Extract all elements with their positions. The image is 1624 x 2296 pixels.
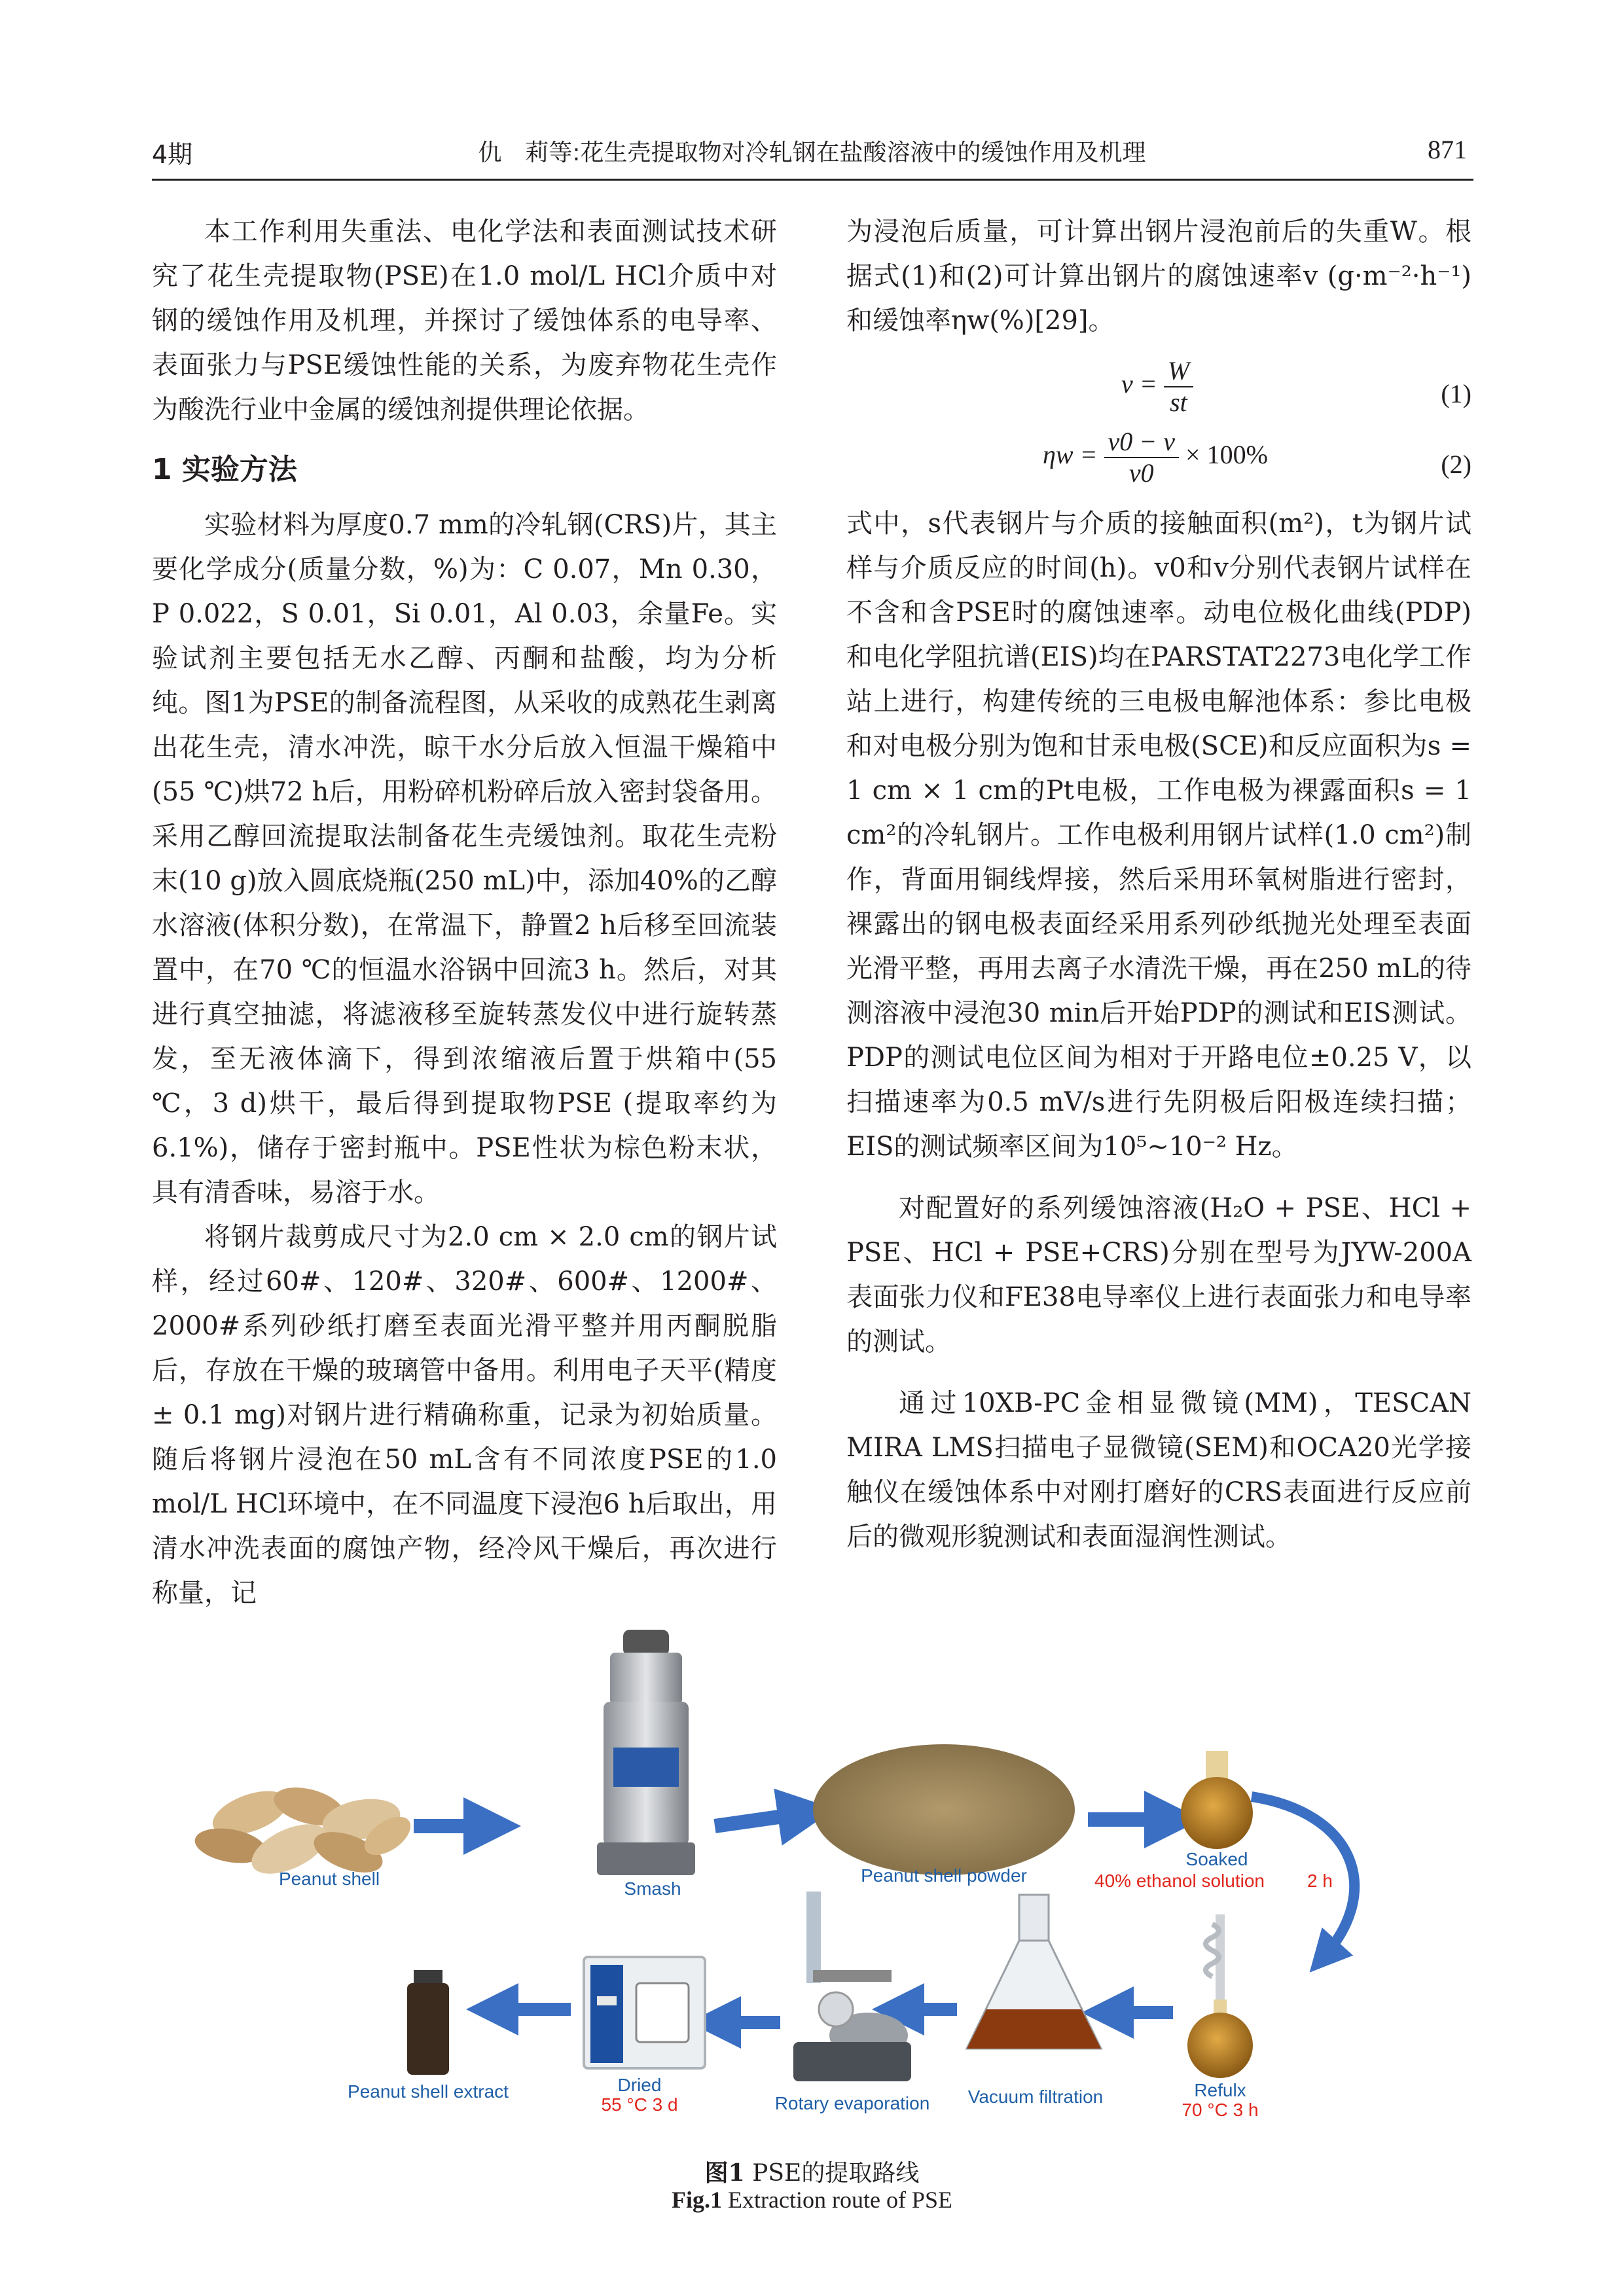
equation-1 [846, 356, 1471, 415]
label-reflux: Refulx [1194, 2080, 1246, 2100]
eq2-number: (2) [1441, 450, 1471, 479]
right-paragraph-1: 式中，s代表钢片与介质的接触面积(m²)，t为钢片试样与介质反应的时间(h)。v0和v分别代表钢片试样在不含和含PSE时的腐蚀速率。动电位极化曲线(PDP)和电化学阻抗谱(EIS)均在PARSTAT2273电化学工作站上进行，构建传统的三电极电解池体系：参比电极和对电极分别为饱和甘汞电极(SCE)和反应面积为s = 1 cm × 1 cm的Pt电极，工作电极为裸露面积s = 1 cm²的冷轧钢片。工作电极利用钢片试样(1.0 cm²)制作，背面用铜线焊接，然后采用环氧树脂进行密封，裸露出的钢电极表面经采用系列砂纸抛光处理至表面光滑平整，再用去离子水清洗干燥，再在250 mL的待测溶液中浸泡30 min后开始PDP的测试和EIS测试。PDP的测试电位区间为相对于开路电位±0.25 V，以扫描速率为0.5 mV/s进行先阴极后阳极连续扫描；EIS的测试频率区间为10⁵~10⁻² Hz。 [846, 509, 1471, 1162]
eq1-number: (1) [1441, 379, 1471, 408]
label-dried-condition: 55 °C 3 d [601, 2094, 678, 2115]
eq2-numerator: v0 − v [1104, 427, 1180, 458]
rotary-evaporator-image [793, 1892, 911, 2081]
eq2-lhs: ηw = [1043, 440, 1104, 470]
label-soaked-time: 2 h [1307, 1871, 1333, 1891]
section-heading: 1 实验方法 [152, 453, 297, 486]
eq1-denominator: st [1170, 387, 1187, 417]
eq2-fraction [1104, 427, 1180, 488]
right-paragraph-3: 通过10XB-PC金相显微镜(MM)，TESCAN MIRA LMS扫描电子显微镜(SEM)和OCA20光学接触仪在缓蚀体系中对刚打磨好的CRS表面进行反应前后的微观形貌测试和表面湿润性测试。 [846, 1388, 1471, 1552]
label-powder: Peanut shell powder [861, 1865, 1027, 1886]
reflux-apparatus-image [1187, 1914, 1253, 2078]
issue-label: 4期 [152, 140, 193, 169]
caption-en-text: Extraction route of PSE [722, 2187, 952, 2213]
methods-paragraph-2: 将钢片裁剪成尺寸为2.0 cm × 2.0 cm的钢片试样，经过60#、120#、320#、600#、1200#、2000#系列砂纸打磨至表面光滑平整并用丙酮脱脂后，存放在干燥的玻璃管中备用。利用电子天平(精度± 0.1 mg)对钢片进行精确称重，记录为初始质量。随后将钢片浸泡在50 mL含有不同浓度PSE的1.0 mol/L HCl环境中，在不同温度下浸泡6 h后取出，用清水冲洗表面的腐蚀产物，经冷风干燥后，再次进行称量，记 [152, 1222, 777, 1608]
continuation-paragraph: 为浸泡后质量，可计算出钢片浸泡前后的失重W。根据式(1)和(2)可计算出钢片的腐蚀速率v (g·m⁻²·h⁻¹)和缓蚀率ηw(%)[29]。 [846, 217, 1471, 336]
figure-caption-cn [0, 2155, 1624, 2188]
label-soaked: Soaked [1185, 1849, 1248, 1869]
left-column [152, 209, 777, 1615]
label-soaked-condition: 40% ethanol solution [1094, 1871, 1265, 1891]
label-rotary: Rotary evaporation [774, 2093, 930, 2113]
caption-cn-prefix: 图1 [704, 2159, 745, 2187]
label-smash: Smash [624, 1878, 681, 1899]
vacuum-flask-image [967, 1895, 1101, 2049]
extract-bottle-image [407, 1970, 449, 2075]
grinder-image [597, 1630, 695, 1875]
powder-image [813, 1744, 1075, 1875]
methods-paragraph-1: 实验材料为厚度0.7 mm的冷轧钢(CRS)片，其主要化学成分(质量分数，%)为：C 0.07，Mn 0.30，P 0.022，S 0.01，Si 0.01，Al 0.03，余量Fe。实验试剂主要包括无水乙醇、丙酮和盐酸，均为分析纯。图1为PSE的制备流程图，从采收的成熟花生剥离出花生壳，清水冲洗，晾干水分后放入恒温干燥箱中(55 ℃)烘72 h后，用粉碎机粉碎后放入密封袋备用。采用乙醇回流提取法制备花生壳缓蚀剂。取花生壳粉末(10 g)放入圆底烧瓶(250 mL)中，添加40%的乙醇水溶液(体积分数)，在常温下，静置2 h后移至回流装置中，在70 ℃的恒温水浴锅中回流3 h。然后，对其进行真空抽滤，将滤液移至旋转蒸发仪中进行旋转蒸发，至无液体滴下，得到浓缩液后置于烘箱中(55 ℃，3 d)烘干，最后得到提取物PSE (提取率约为6.1%)，储存于密封瓶中。PSE性状为棕色粉末状，具有清香味，易溶于水。 [152, 510, 777, 1208]
eq1-fraction [1164, 356, 1193, 418]
soaked-flask-image [1181, 1751, 1253, 1849]
eq1-numerator: W [1164, 356, 1193, 387]
caption-cn-text: PSE的提取路线 [744, 2160, 920, 2187]
page-number: 871 [1428, 135, 1467, 164]
label-extract: Peanut shell extract [348, 2081, 509, 2102]
label-peanut-shell: Peanut shell [278, 1869, 380, 1889]
header-rule [152, 179, 1473, 181]
eq1-lhs: v = [1121, 369, 1164, 399]
right-paragraph-2: 对配置好的系列缓蚀溶液(H₂O + PSE、HCl + PSE、HCl + PSE+CRS)分别在型号为JYW-200A表面张力仪和FE38电导率仪上进行表面张力和电导率的测试。 [846, 1193, 1471, 1357]
eq2-tail: × 100% [1185, 440, 1268, 470]
oven-image [584, 1957, 705, 2068]
intro-paragraph: 本工作利用失重法、电化学法和表面测试技术研究了花生壳提取物(PSE)在1.0 mol/L HCl介质中对钢的缓蚀作用及机理，并探讨了缓蚀体系的电导率、表面张力与PSE缓蚀性能的关系，为废弃物花生壳作为酸洗行业中金属的缓蚀剂提供理论依据。 [152, 217, 777, 425]
right-column [846, 209, 1471, 1559]
eq2-denominator: v0 [1128, 458, 1154, 488]
arrow-to-powder [715, 1813, 806, 1826]
label-reflux-condition: 70 °C 3 h [1182, 2100, 1259, 2120]
running-title: 仇 莉等:花生壳提取物对冷轧钢在盐酸溶液中的缓蚀作用及机理 [478, 139, 1146, 166]
figure-caption-en [0, 2186, 1624, 2214]
label-vacuum: Vacuum filtration [967, 2087, 1104, 2107]
caption-en-prefix: Fig.1 [672, 2187, 723, 2213]
label-dried: Dried [617, 2075, 662, 2095]
equation-2 [846, 427, 1471, 486]
arrow-to-reflux [1252, 1797, 1354, 1957]
figure-extraction-route [152, 1617, 1473, 2127]
